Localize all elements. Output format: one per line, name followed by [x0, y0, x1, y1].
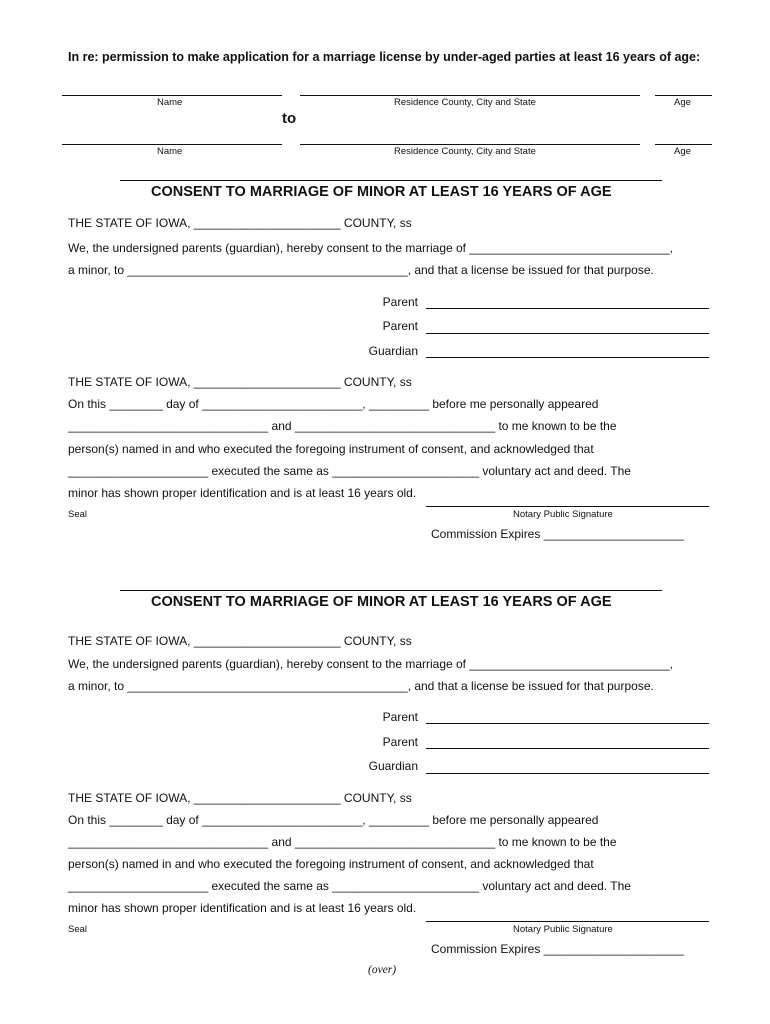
section1-signer-guardian: Guardian — [368, 344, 418, 358]
section2-persons-line: person(s) named in and who executed the foregoing instrument of consent, and acknowledged that — [68, 857, 594, 871]
section1-on-this-line: On this ________ day of ________________________, _________ before me personally appeared — [68, 397, 599, 411]
section1-guardian-signature-line[interactable] — [426, 357, 709, 358]
party1-name-line[interactable] — [62, 95, 282, 96]
party1-age-line[interactable] — [655, 95, 712, 96]
party2-age-line[interactable] — [655, 144, 712, 145]
section1-appeared-line: ______________________________ and ______________________________ to me known to be the — [68, 419, 617, 433]
section1-parent2-signature-line[interactable] — [426, 333, 709, 334]
section1-notary-signature-caption: Notary Public Signature — [513, 509, 613, 520]
section1-persons-line: person(s) named in and who executed the foregoing instrument of consent, and acknowledged that — [68, 442, 594, 456]
section2-parent1-signature-line[interactable] — [426, 723, 709, 724]
section2-consent-line: We, the undersigned parents (guardian), hereby consent to the marriage of ______________________________, — [68, 657, 673, 671]
section2-parent2-signature-line[interactable] — [426, 748, 709, 749]
section1-identification-line: minor has shown proper identification and is at least 16 years old. — [68, 486, 417, 500]
party2-name-line[interactable] — [62, 144, 282, 145]
section2-state-line: THE STATE OF IOWA, ______________________ COUNTY, ss — [68, 634, 412, 648]
section2-top-rule — [120, 590, 662, 591]
section1-seal-label: Seal — [68, 509, 88, 520]
section2-guardian-signature-line[interactable] — [426, 773, 709, 774]
section2-identification-line: minor has shown proper identification and is at least 16 years old. — [68, 901, 417, 915]
section1-signer-parent-1: Parent — [382, 295, 418, 309]
document-header: In re: permission to make application for a marriage license by under-aged parties at least 16 years of age: — [68, 50, 701, 64]
section2-notary-state-line: THE STATE OF IOWA, ______________________ COUNTY, ss — [68, 791, 412, 805]
party1-name-caption: Name — [157, 97, 183, 108]
section2-seal-label: Seal — [68, 924, 88, 935]
party2-residence-line[interactable] — [300, 144, 640, 145]
section2-heading: CONSENT TO MARRIAGE OF MINOR AT LEAST 16 YEARS OF AGE — [151, 594, 612, 610]
party1-residence-line[interactable] — [300, 95, 640, 96]
section2-minor-line: a minor, to __________________________________________, and that a license be issued for that purpose. — [68, 679, 654, 693]
section1-commission-expires: Commission Expires _____________________ — [431, 527, 684, 541]
section2-signer-parent-1: Parent — [382, 710, 418, 724]
party2-name-caption: Name — [157, 146, 183, 157]
section2-commission-expires: Commission Expires _____________________ — [431, 942, 684, 956]
section2-executed-line: _____________________ executed the same as ______________________ voluntary act and deed. The — [68, 879, 631, 893]
section1-top-rule — [120, 180, 662, 181]
section2-signer-parent-2: Parent — [382, 735, 418, 749]
party2-residence-caption: Residence County, City and State — [394, 146, 536, 157]
section1-notary-signature-line[interactable] — [426, 506, 709, 507]
section2-notary-signature-line[interactable] — [426, 921, 709, 922]
section2-appeared-line: ______________________________ and ______________________________ to me known to be the — [68, 835, 617, 849]
section1-state-line: THE STATE OF IOWA, ______________________ COUNTY, ss — [68, 216, 412, 230]
section1-consent-line: We, the undersigned parents (guardian), hereby consent to the marriage of ______________________________, — [68, 241, 673, 255]
section1-parent1-signature-line[interactable] — [426, 308, 709, 309]
section1-executed-line: _____________________ executed the same as ______________________ voluntary act and deed. The — [68, 464, 631, 478]
to-label: to — [282, 110, 297, 127]
section2-notary-signature-caption: Notary Public Signature — [513, 924, 613, 935]
party1-age-caption: Age — [674, 97, 691, 108]
section1-heading: CONSENT TO MARRIAGE OF MINOR AT LEAST 16 YEARS OF AGE — [151, 184, 612, 200]
section1-minor-line: a minor, to __________________________________________, and that a license be issued for that purpose. — [68, 263, 654, 277]
section1-notary-state-line: THE STATE OF IOWA, ______________________ COUNTY, ss — [68, 375, 412, 389]
section2-on-this-line: On this ________ day of ________________________, _________ before me personally appeared — [68, 813, 599, 827]
party1-residence-caption: Residence County, City and State — [394, 97, 536, 108]
page-footer-over: (over) — [368, 964, 397, 976]
section1-signer-parent-2: Parent — [382, 319, 418, 333]
party2-age-caption: Age — [674, 146, 691, 157]
section2-signer-guardian: Guardian — [368, 759, 418, 773]
